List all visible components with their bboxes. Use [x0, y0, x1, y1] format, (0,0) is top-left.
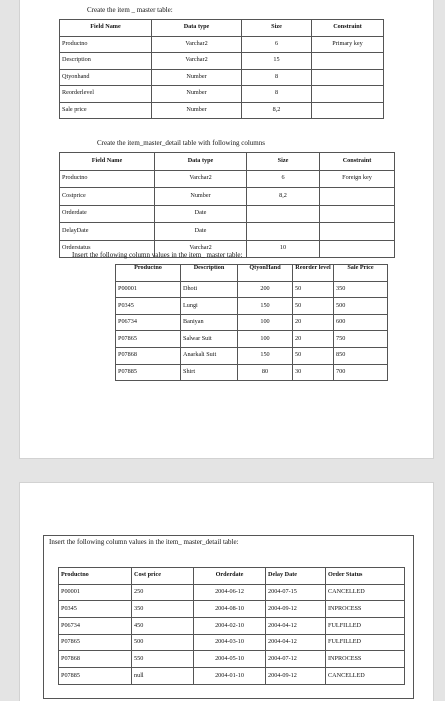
header-row: [60, 153, 395, 171]
table-cell: Costprice: [60, 188, 155, 206]
table-cell: Lungi: [181, 298, 238, 315]
table-row: [116, 331, 388, 348]
table-cell: Baniyan: [181, 314, 238, 331]
table-cell: 2004-07-15: [266, 584, 326, 601]
column-header: Data type: [155, 153, 247, 171]
table-cell: 8,2: [242, 102, 312, 119]
table-cell: 8: [242, 69, 312, 86]
table-cell: 20: [293, 314, 334, 331]
table-cell: FULFILLED: [326, 634, 405, 651]
table-cell: P0345: [59, 601, 132, 618]
table-cell: P07868: [116, 347, 181, 364]
table-cell: 150: [238, 298, 293, 315]
table-cell: 700: [334, 364, 388, 381]
table-cell: Number: [155, 188, 247, 206]
table-row: [59, 668, 405, 685]
table-cell: P07885: [59, 668, 132, 685]
table-cell: Number: [152, 86, 242, 103]
table-cell: 10: [247, 240, 320, 258]
table-cell: [312, 86, 384, 103]
header-row: [116, 265, 388, 282]
item-master-detail-schema-table: [59, 152, 395, 258]
table-cell: 2004-06-12: [194, 584, 266, 601]
table-cell: P06734: [116, 314, 181, 331]
table-row: [60, 223, 395, 241]
table-row: [116, 281, 388, 298]
insert-item-master-detail-caption: Insert the following column values in the item_ master_detail table:: [49, 538, 239, 546]
table-cell: 2004-01-10: [194, 668, 266, 685]
table-cell: Qtyonhand: [60, 69, 152, 86]
table-cell: 2004-04-12: [266, 634, 326, 651]
column-header: Sale Price: [334, 265, 388, 282]
table-row: [60, 36, 384, 53]
table-cell: Orderstatus: [60, 240, 155, 258]
table-cell: Sale price: [60, 102, 152, 119]
table-cell: 8,2: [247, 188, 320, 206]
table-cell: 200: [238, 281, 293, 298]
table-cell: 2004-09-12: [266, 668, 326, 685]
table-cell: Productno: [60, 36, 152, 53]
table-cell: P07865: [59, 634, 132, 651]
table-cell: 50: [293, 298, 334, 315]
column-header: Order Status: [326, 568, 405, 585]
table-cell: 600: [334, 314, 388, 331]
table-cell: 50: [293, 347, 334, 364]
table-cell: 450: [132, 618, 194, 635]
table-cell: Number: [152, 69, 242, 86]
table-cell: 2004-04-12: [266, 618, 326, 635]
table-cell: Description: [60, 53, 152, 70]
table-cell: 6: [242, 36, 312, 53]
table-cell: INPROCESS: [326, 601, 405, 618]
table-cell: Varchar2: [152, 53, 242, 70]
column-header: QtyonHand: [238, 265, 293, 282]
table-row: [60, 102, 384, 119]
table-row: [116, 364, 388, 381]
table-row: [59, 584, 405, 601]
table-cell: Varchar2: [155, 240, 247, 258]
table-row: [116, 314, 388, 331]
table-cell: [312, 69, 384, 86]
table-cell: 2004-07-12: [266, 651, 326, 668]
column-header: Constraint: [312, 20, 384, 37]
table-cell: DelayDate: [60, 223, 155, 241]
item-master-caption: Create the item _ master table:: [87, 6, 173, 14]
table-cell: 750: [334, 331, 388, 348]
table-cell: 50: [293, 281, 334, 298]
item-master-schema-table: [59, 19, 384, 119]
table-cell: [247, 205, 320, 223]
table-cell: Dhoti: [181, 281, 238, 298]
table-row: [59, 618, 405, 635]
document-page-1: [19, 0, 434, 459]
table-row: [60, 86, 384, 103]
table-cell: [312, 53, 384, 70]
table-row: [59, 651, 405, 668]
table-cell: 30: [293, 364, 334, 381]
column-header: Productno: [116, 265, 181, 282]
table-cell: 2004-08-10: [194, 601, 266, 618]
table-cell: 6: [247, 170, 320, 188]
header-row: [59, 568, 405, 585]
table-cell: 2004-03-10: [194, 634, 266, 651]
table-cell: 15: [242, 53, 312, 70]
column-header: Orderdate: [194, 568, 266, 585]
column-header: Cost price: [132, 568, 194, 585]
table-row: [116, 347, 388, 364]
table-cell: [320, 205, 395, 223]
table-cell: [320, 240, 395, 258]
table-cell: [320, 188, 395, 206]
insert-item-master-caption: Insert the following column values in the item_ master table:: [72, 251, 243, 259]
table-cell: Reorderlevel: [60, 86, 152, 103]
column-header: Data type: [152, 20, 242, 37]
column-header: Productno: [59, 568, 132, 585]
table-row: [60, 205, 395, 223]
table-cell: Varchar2: [155, 170, 247, 188]
table-cell: Shirt: [181, 364, 238, 381]
table-cell: [320, 223, 395, 241]
column-header: Constraint: [320, 153, 395, 171]
table-cell: Productno: [60, 170, 155, 188]
header-row: [60, 20, 384, 37]
table-row: [60, 188, 395, 206]
column-header: Reorder level: [293, 265, 334, 282]
table-cell: P06734: [59, 618, 132, 635]
table-cell: Orderdate: [60, 205, 155, 223]
table-cell: 350: [334, 281, 388, 298]
item-master-values-table: [115, 264, 388, 381]
table-cell: 2004-05-10: [194, 651, 266, 668]
table-row: [116, 298, 388, 315]
table-cell: Foreign key: [320, 170, 395, 188]
table-cell: [312, 102, 384, 119]
table-cell: 850: [334, 347, 388, 364]
table-cell: Date: [155, 205, 247, 223]
table-cell: 20: [293, 331, 334, 348]
table-cell: Primary key: [312, 36, 384, 53]
table-cell: Date: [155, 223, 247, 241]
table-cell: CANCELLED: [326, 584, 405, 601]
table-row: [59, 601, 405, 618]
table-cell: 500: [334, 298, 388, 315]
table-cell: FULFILLED: [326, 618, 405, 635]
table-cell: null: [132, 668, 194, 685]
column-header: Field Name: [60, 20, 152, 37]
item-master-detail-caption: Create the item_master_detail table with following columns: [97, 139, 265, 147]
table-cell: 8: [242, 86, 312, 103]
table-cell: P07885: [116, 364, 181, 381]
column-header: Size: [247, 153, 320, 171]
table-cell: P00001: [59, 584, 132, 601]
column-header: Delay Date: [266, 568, 326, 585]
column-header: Size: [242, 20, 312, 37]
table-cell: Number: [152, 102, 242, 119]
table-row: [59, 634, 405, 651]
table-cell: CANCELLED: [326, 668, 405, 685]
table-cell: 2004-09-12: [266, 601, 326, 618]
table-cell: P0345: [116, 298, 181, 315]
table-cell: P07868: [59, 651, 132, 668]
table-cell: P07865: [116, 331, 181, 348]
table-cell: 350: [132, 601, 194, 618]
table-cell: 150: [238, 347, 293, 364]
table-cell: 100: [238, 314, 293, 331]
table-cell: 2004-02-10: [194, 618, 266, 635]
table-cell: 500: [132, 634, 194, 651]
table-cell: 550: [132, 651, 194, 668]
table-cell: 80: [238, 364, 293, 381]
table-row: [60, 53, 384, 70]
table-cell: 100: [238, 331, 293, 348]
table-cell: Varchar2: [152, 36, 242, 53]
table-cell: Salwar Suit: [181, 331, 238, 348]
table-row: [60, 170, 395, 188]
document-page-2: [19, 482, 434, 701]
table-cell: [247, 223, 320, 241]
table-cell: INPROCESS: [326, 651, 405, 668]
table-cell: 250: [132, 584, 194, 601]
table-cell: Anarkali Suit: [181, 347, 238, 364]
table-row: [60, 69, 384, 86]
column-header: Description: [181, 265, 238, 282]
table-cell: P00001: [116, 281, 181, 298]
item-master-detail-values-table: [58, 567, 405, 685]
column-header: Field Name: [60, 153, 155, 171]
